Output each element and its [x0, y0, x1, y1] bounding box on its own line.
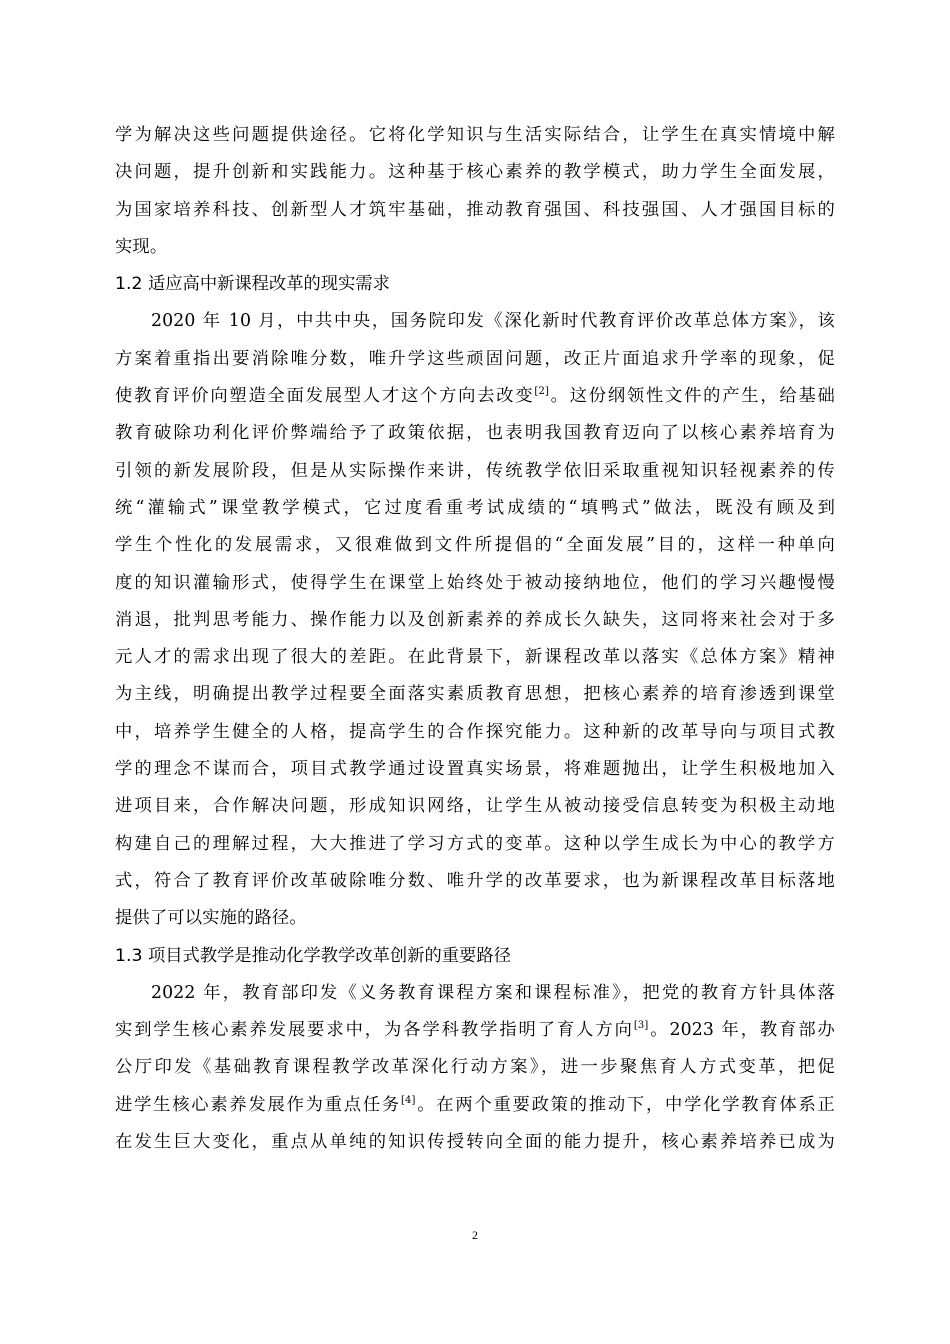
body-text-line: 引领的新发展阶段，但是从实际操作来讲，传统教学依旧采取重视知识轻视素养的传 [115, 460, 835, 481]
body-text-line-with-citation [115, 1087, 835, 1124]
body-text-line: 进项目来，合作解决问题，形成知识网络，让学生从被动接受信息转变为积极主动地 [115, 796, 835, 817]
body-text-line: 元人才的需求出现了很大的差距。在此背景下，新课程改革以落实《总体方案》精神 [115, 647, 835, 668]
body-text-line-with-citation [115, 1012, 835, 1049]
body-text-line: 学的理念不谋而合，项目式教学通过设置真实场景，将难题抛出，让学生积极地加入 [115, 759, 835, 780]
text-segment: 实到学生核心素养发展要求中，为各学科教学指明了育人方向 [115, 1020, 634, 1041]
body-text-line: 方案着重指出要消除唯分数，唯升学这些顽固问题，改正片面追求升学率的现象，促 [115, 348, 835, 369]
body-text-line: 为主线，明确提出教学过程要全面落实素质教育思想，把核心素养的培育渗透到课堂 [115, 684, 835, 705]
body-text-line: 学为解决这些问题提供途径。它将化学知识与生活实际结合，让学生在真实情境中解 [115, 125, 835, 145]
body-text-line: 实现。 [115, 236, 168, 257]
citation-ref: [2] [534, 386, 550, 398]
text-segment: 使教育评价向塑造全面发展型人才这个方向去改变 [115, 386, 535, 407]
section-heading-1-3: 1.3 项目式教学是推动化学教学改革创新的重要路径 [115, 945, 511, 966]
text-segment: 。这份纲领性文件的产生，给基础 [549, 386, 835, 407]
body-text-line: 2020 年 10 月，中共中央，国务院印发《深化新时代教育评价改革总体方案》，该 [151, 311, 835, 332]
section-heading-1-2: 1.2 适应高中新课程改革的现实需求 [115, 274, 390, 295]
body-text-line: 中，培养学生健全的人格，提高学生的合作探究能力。这种新的改革导向与项目式教 [115, 721, 835, 742]
body-text-line: 提供了可以实施的路径。 [115, 908, 307, 929]
body-text-line: 消退，批判思考能力、操作能力以及创新素养的养成长久缺失，这同将来社会对于多 [115, 609, 835, 630]
page-number: 2 [472, 1228, 478, 1242]
body-text-line: 学生个性化的发展需求，又很难做到文件所提倡的“全面发展”目的，这样一种单向 [115, 535, 835, 556]
body-text-line: 公厅印发《基础教育课程教学改革深化行动方案》，进一步聚焦育人方式变革，把促 [115, 1057, 835, 1078]
body-text-line: 度的知识灌输形式，使得学生在课堂上始终处于被动接纳地位，他们的学习兴趣慢慢 [115, 572, 835, 593]
text-segment: 。在两个重要政策的推动下，中学化学教育体系正 [415, 1094, 835, 1115]
body-text-line: 统“灌输式”课堂教学模式，它过度看重考试成绩的“填鸭式”做法，既没有顾及到 [115, 497, 835, 518]
citation-ref: [4] [400, 1094, 416, 1106]
body-text-line: 决问题，提升创新和实践能力。这种基于核心素养的教学模式，助力学生全面发展， [115, 162, 835, 183]
body-text-line: 式，符合了教育评价改革破除唯分数、唯升学的改革要求，也为新课程改革目标落地 [115, 870, 835, 891]
text-segment: 进学生核心素养发展作为重点任务 [115, 1094, 401, 1115]
text-segment: 。2023 年，教育部办 [648, 1020, 835, 1041]
body-text-line: 构建自己的理解过程，大大推进了学习方式的变革。这种以学生成长为中心的教学方 [115, 833, 835, 854]
body-text-line-with-citation [115, 378, 835, 415]
citation-ref: [3] [633, 1020, 649, 1032]
body-text-line: 教育破除功利化评价弊端给予了政策依据，也表明我国教育迈向了以核心素养培育为 [115, 423, 835, 444]
body-text-line: 为国家培养科技、创新型人才筑牢基础，推动教育强国、科技强国、人才强国目标的 [115, 199, 835, 220]
body-text-line: 在发生巨大变化，重点从单纯的知识传授转向全面的能力提升，核心素养培养已成为 [115, 1132, 835, 1153]
document-page [115, 117, 835, 1161]
body-text-line: 2022 年，教育部印发《义务教育课程方案和课程标准》，把党的教育方针具体落 [151, 982, 835, 1003]
